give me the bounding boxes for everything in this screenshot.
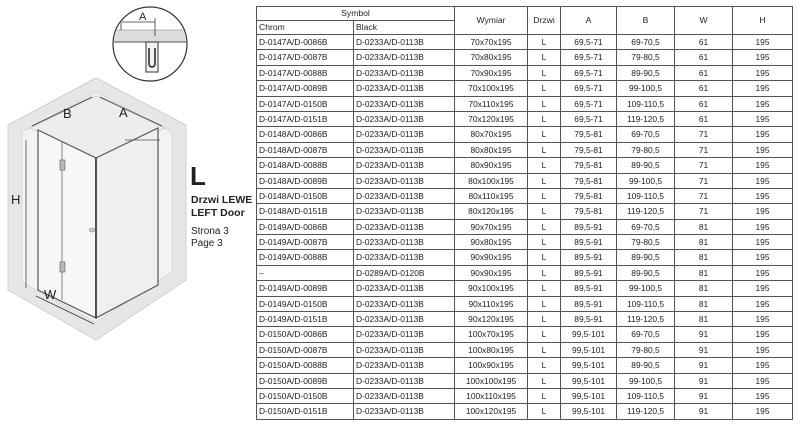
cell-b: 109-110,5 [617, 388, 675, 403]
cell-black: D-0233A/D-0113B [354, 127, 455, 142]
cell-b: 89-90,5 [617, 358, 675, 373]
cell-w: 71 [675, 173, 733, 188]
cell-b: 69-70,5 [617, 127, 675, 142]
cell-drzwi: L [528, 250, 561, 265]
header-black: Black [354, 21, 455, 35]
cell-black: D-0233A/D-0113B [354, 111, 455, 126]
cell-w: 81 [675, 312, 733, 327]
cell-h: 195 [733, 158, 793, 173]
cell-black: D-0233A/D-0113B [354, 312, 455, 327]
cell-h: 195 [733, 142, 793, 157]
cell-wymiar: 70x120x195 [455, 111, 528, 126]
cell-chrom: D-0147A/D-0089B [257, 81, 354, 96]
cell-wymiar: 100x120x195 [455, 404, 528, 419]
cell-a: 79,5-81 [561, 204, 617, 219]
cell-wymiar: 80x70x195 [455, 127, 528, 142]
cell-chrom: D-0150A/D-0088B [257, 358, 354, 373]
cell-a: 99,5-101 [561, 327, 617, 342]
cell-h: 195 [733, 358, 793, 373]
cell-wymiar: 90x80x195 [455, 235, 528, 250]
page-number-english: Page 3 [191, 238, 223, 249]
cell-h: 195 [733, 296, 793, 311]
header-symbol: Symbol [257, 7, 455, 21]
cell-a: 99,5-101 [561, 342, 617, 357]
table-row [257, 265, 793, 280]
cell-wymiar: 90x90x195 [455, 265, 528, 280]
cell-b: 89-90,5 [617, 265, 675, 280]
cell-w: 81 [675, 219, 733, 234]
cell-drzwi: L [528, 404, 561, 419]
cell-chrom: D-0149A/D-0086B [257, 219, 354, 234]
cell-w: 81 [675, 296, 733, 311]
cell-a: 89,5-91 [561, 296, 617, 311]
cell-b: 89-90,5 [617, 65, 675, 80]
cell-h: 195 [733, 96, 793, 111]
cell-b: 89-90,5 [617, 158, 675, 173]
cell-chrom: D-0148A/D-0150B [257, 188, 354, 203]
table-row [257, 312, 793, 327]
cell-chrom: D-0150A/D-0087B [257, 342, 354, 357]
cell-w: 61 [675, 50, 733, 65]
table-row [257, 327, 793, 342]
cell-h: 195 [733, 81, 793, 96]
cell-wymiar: 100x80x195 [455, 342, 528, 357]
cell-b: 99-100,5 [617, 81, 675, 96]
cell-wymiar: 80x90x195 [455, 158, 528, 173]
cell-wymiar: 70x110x195 [455, 96, 528, 111]
cell-w: 81 [675, 235, 733, 250]
cell-black: D-0233A/D-0113B [354, 204, 455, 219]
cell-drzwi: L [528, 96, 561, 111]
cell-drzwi: L [528, 173, 561, 188]
table-row [257, 142, 793, 157]
cell-h: 195 [733, 404, 793, 419]
cell-h: 195 [733, 250, 793, 265]
cell-chrom: D-0150A/D-0089B [257, 373, 354, 388]
cell-a: 69,5-71 [561, 81, 617, 96]
cell-w: 71 [675, 188, 733, 203]
cell-a: 69,5-71 [561, 111, 617, 126]
table-row [257, 111, 793, 126]
spec-table [256, 6, 793, 420]
cell-a: 89,5-91 [561, 250, 617, 265]
cell-a: 99,5-101 [561, 373, 617, 388]
cell-chrom: D-0150A/D-0151B [257, 404, 354, 419]
dim-w-label: W [44, 287, 57, 302]
spec-table-body [257, 35, 793, 420]
cell-h: 195 [733, 281, 793, 296]
cell-black: D-0233A/D-0113B [354, 173, 455, 188]
cell-chrom: D-0149A/D-0150B [257, 296, 354, 311]
page-number-polish: Strona 3 [191, 226, 229, 237]
cell-w: 61 [675, 35, 733, 50]
cell-drzwi: L [528, 81, 561, 96]
dim-b-label: B [63, 106, 72, 121]
table-row [257, 158, 793, 173]
cell-chrom: D-0148A/D-0087B [257, 142, 354, 157]
cell-chrom: D-0147A/D-0150B [257, 96, 354, 111]
table-row [257, 373, 793, 388]
cell-black: D-0233A/D-0113B [354, 142, 455, 157]
cell-drzwi: L [528, 35, 561, 50]
cell-a: 89,5-91 [561, 235, 617, 250]
cell-black: D-0233A/D-0113B [354, 327, 455, 342]
cell-drzwi: L [528, 373, 561, 388]
cell-h: 195 [733, 204, 793, 219]
cell-w: 91 [675, 388, 733, 403]
cell-b: 79-80,5 [617, 50, 675, 65]
cell-a: 99,5-101 [561, 358, 617, 373]
cell-h: 195 [733, 173, 793, 188]
cell-a: 79,5-81 [561, 158, 617, 173]
cell-b: 79-80,5 [617, 235, 675, 250]
cell-w: 71 [675, 204, 733, 219]
cell-w: 81 [675, 250, 733, 265]
cell-h: 195 [733, 111, 793, 126]
cell-chrom: D-0148A/D-0086B [257, 127, 354, 142]
cell-chrom: D-0149A/D-0088B [257, 250, 354, 265]
cell-w: 71 [675, 127, 733, 142]
cell-wymiar: 80x110x195 [455, 188, 528, 203]
cell-black: D-0233A/D-0113B [354, 373, 455, 388]
profile-detail-callout [110, 7, 190, 81]
header-b: B [617, 7, 675, 35]
cell-a: 79,5-81 [561, 127, 617, 142]
cell-w: 81 [675, 265, 733, 280]
cell-a: 89,5-91 [561, 312, 617, 327]
cell-chrom: D-0150A/D-0086B [257, 327, 354, 342]
cell-w: 81 [675, 281, 733, 296]
cell-b: 99-100,5 [617, 281, 675, 296]
cell-b: 69-70,5 [617, 219, 675, 234]
cell-chrom: D-0147A/D-0088B [257, 65, 354, 80]
cell-wymiar: 80x100x195 [455, 173, 528, 188]
table-row [257, 65, 793, 80]
cell-a: 69,5-71 [561, 96, 617, 111]
cell-black: D-0233A/D-0113B [354, 281, 455, 296]
cell-black: D-0233A/D-0113B [354, 35, 455, 50]
cell-drzwi: L [528, 65, 561, 80]
cell-b: 99-100,5 [617, 373, 675, 388]
table-row [257, 342, 793, 357]
cell-b: 119-120,5 [617, 312, 675, 327]
cell-h: 195 [733, 388, 793, 403]
cell-chrom: D-0147A/D-0151B [257, 111, 354, 126]
table-row [257, 50, 793, 65]
cell-wymiar: 90x120x195 [455, 312, 528, 327]
table-row [257, 235, 793, 250]
cell-a: 79,5-81 [561, 142, 617, 157]
cell-wymiar: 90x90x195 [455, 250, 528, 265]
cell-black: D-0233A/D-0113B [354, 188, 455, 203]
table-row [257, 96, 793, 111]
cell-drzwi: L [528, 50, 561, 65]
cell-wymiar: 100x110x195 [455, 388, 528, 403]
cell-black: D-0233A/D-0113B [354, 235, 455, 250]
cell-wymiar: 80x80x195 [455, 142, 528, 157]
cell-drzwi: L [528, 235, 561, 250]
header-h: H [733, 7, 793, 35]
table-row [257, 250, 793, 265]
cell-black: D-0233A/D-0113B [354, 65, 455, 80]
cell-b: 119-120,5 [617, 111, 675, 126]
header-w: W [675, 7, 733, 35]
cell-b: 109-110,5 [617, 296, 675, 311]
cell-chrom: D-0150A/D-0150B [257, 388, 354, 403]
door-type-english: LEFT Door [191, 207, 245, 219]
cell-chrom: D-0149A/D-0151B [257, 312, 354, 327]
cell-chrom: D-0148A/D-0089B [257, 173, 354, 188]
cell-w: 71 [675, 158, 733, 173]
cell-h: 195 [733, 50, 793, 65]
cell-b: 109-110,5 [617, 96, 675, 111]
cell-b: 69-70,5 [617, 35, 675, 50]
cell-chrom: D-0148A/D-0151B [257, 204, 354, 219]
cell-black: D-0233A/D-0113B [354, 96, 455, 111]
cell-wymiar: 80x120x195 [455, 204, 528, 219]
cell-drzwi: L [528, 265, 561, 280]
cell-black: D-0233A/D-0113B [354, 158, 455, 173]
cell-drzwi: L [528, 327, 561, 342]
cell-drzwi: L [528, 281, 561, 296]
cell-h: 195 [733, 219, 793, 234]
cell-drzwi: L [528, 312, 561, 327]
cell-black: D-0233A/D-0113B [354, 358, 455, 373]
door-type-polish: Drzwi LEWE [191, 194, 253, 206]
table-row [257, 358, 793, 373]
cell-wymiar: 90x100x195 [455, 281, 528, 296]
cell-a: 89,5-91 [561, 265, 617, 280]
cell-chrom: D-0147A/D-0086B [257, 35, 354, 50]
cell-h: 195 [733, 65, 793, 80]
header-a: A [561, 7, 617, 35]
cell-b: 119-120,5 [617, 204, 675, 219]
cell-drzwi: L [528, 188, 561, 203]
cell-h: 195 [733, 235, 793, 250]
cell-a: 69,5-71 [561, 35, 617, 50]
cell-b: 69-70,5 [617, 327, 675, 342]
table-row [257, 35, 793, 50]
cell-w: 91 [675, 373, 733, 388]
cell-b: 119-120,5 [617, 404, 675, 419]
cell-b: 99-100,5 [617, 173, 675, 188]
table-row [257, 81, 793, 96]
cell-wymiar: 90x70x195 [455, 219, 528, 234]
header-drzwi: Drzwi [528, 7, 561, 35]
cell-black: D-0233A/D-0113B [354, 296, 455, 311]
cell-drzwi: L [528, 342, 561, 357]
cell-drzwi: L [528, 158, 561, 173]
cell-h: 195 [733, 312, 793, 327]
cell-w: 91 [675, 342, 733, 357]
dim-h-label: H [11, 192, 21, 207]
cell-a: 99,5-101 [561, 388, 617, 403]
cell-drzwi: L [528, 296, 561, 311]
cell-wymiar: 100x70x195 [455, 327, 528, 342]
cell-h: 195 [733, 188, 793, 203]
shower-glass [38, 128, 160, 318]
cell-h: 195 [733, 35, 793, 50]
table-row [257, 296, 793, 311]
cell-drzwi: L [528, 388, 561, 403]
cell-drzwi: L [528, 204, 561, 219]
cell-chrom: D-0149A/D-0087B [257, 235, 354, 250]
cell-drzwi: L [528, 127, 561, 142]
cell-black: D-0289A/D-0120B [354, 265, 455, 280]
cell-black: D-0233A/D-0113B [354, 342, 455, 357]
dim-a-label: A [119, 105, 128, 120]
cell-a: 89,5-91 [561, 281, 617, 296]
cell-h: 195 [733, 327, 793, 342]
product-diagram-panel [0, 0, 255, 428]
cell-w: 61 [675, 96, 733, 111]
cell-black: D-0233A/D-0113B [354, 219, 455, 234]
table-row [257, 127, 793, 142]
cell-b: 89-90,5 [617, 250, 675, 265]
cell-w: 61 [675, 81, 733, 96]
cell-chrom: D-0149A/D-0089B [257, 281, 354, 296]
cell-wymiar: 70x80x195 [455, 50, 528, 65]
cell-chrom: D-0148A/D-0088B [257, 158, 354, 173]
cell-drzwi: L [528, 219, 561, 234]
cell-wymiar: 70x90x195 [455, 65, 528, 80]
detail-dim-label: A [139, 11, 147, 23]
table-row [257, 188, 793, 203]
cell-w: 91 [675, 358, 733, 373]
table-row [257, 219, 793, 234]
cell-black: D-0233A/D-0113B [354, 81, 455, 96]
cell-wymiar: 100x100x195 [455, 373, 528, 388]
cell-drzwi: L [528, 142, 561, 157]
header-chrom: Chrom [257, 21, 354, 35]
cell-h: 195 [733, 127, 793, 142]
cell-b: 79-80,5 [617, 342, 675, 357]
cell-w: 61 [675, 65, 733, 80]
table-row [257, 281, 793, 296]
cell-black: D-0233A/D-0113B [354, 250, 455, 265]
cell-a: 89,5-91 [561, 219, 617, 234]
header-wymiar: Wymiar [455, 7, 528, 35]
table-row [257, 173, 793, 188]
cell-b: 109-110,5 [617, 188, 675, 203]
cell-a: 79,5-81 [561, 188, 617, 203]
cell-a: 69,5-71 [561, 50, 617, 65]
cell-h: 195 [733, 373, 793, 388]
cell-h: 195 [733, 342, 793, 357]
cell-wymiar: 100x90x195 [455, 358, 528, 373]
cell-wymiar: 70x100x195 [455, 81, 528, 96]
cell-a: 99,5-101 [561, 404, 617, 419]
cell-w: 91 [675, 404, 733, 419]
cell-chrom: D-0147A/D-0087B [257, 50, 354, 65]
cell-h: 195 [733, 265, 793, 280]
table-row [257, 388, 793, 403]
door-side-letter: L [190, 161, 206, 191]
cell-a: 69,5-71 [561, 65, 617, 80]
cell-a: 79,5-81 [561, 173, 617, 188]
cell-black: D-0233A/D-0113B [354, 388, 455, 403]
cell-drzwi: L [528, 111, 561, 126]
cell-b: 79-80,5 [617, 142, 675, 157]
table-row [257, 204, 793, 219]
cell-w: 91 [675, 327, 733, 342]
cell-w: 61 [675, 111, 733, 126]
table-row [257, 404, 793, 419]
cell-chrom: – [257, 265, 354, 280]
cell-drzwi: L [528, 358, 561, 373]
cell-w: 71 [675, 142, 733, 157]
cell-wymiar: 90x110x195 [455, 296, 528, 311]
cell-black: D-0233A/D-0113B [354, 404, 455, 419]
cell-wymiar: 70x70x195 [455, 35, 528, 50]
cell-black: D-0233A/D-0113B [354, 50, 455, 65]
